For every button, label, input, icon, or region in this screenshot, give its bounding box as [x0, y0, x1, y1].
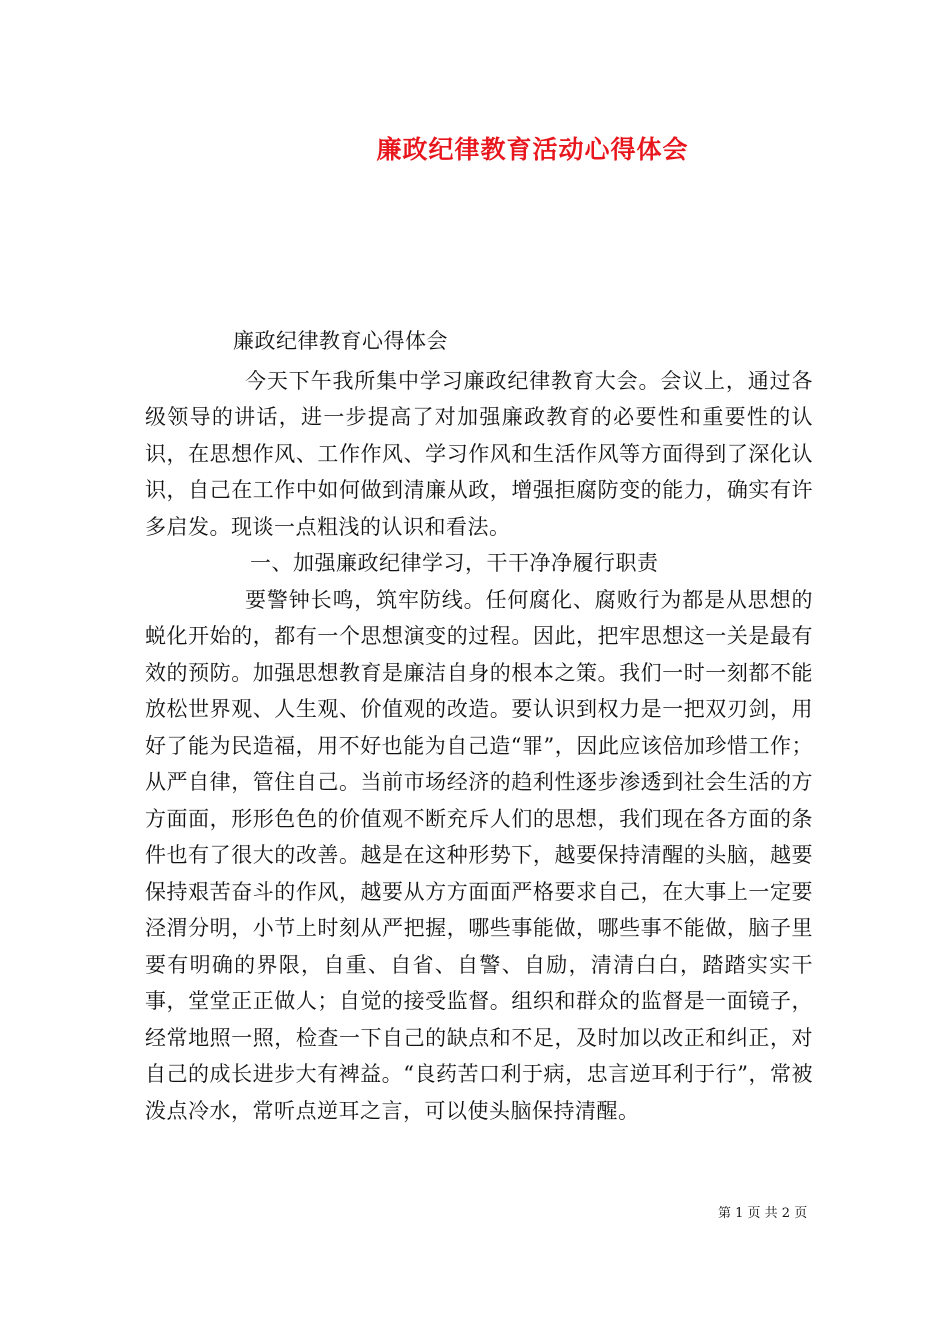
paragraph-section-1: 要警钟长鸣，筑牢防线。任何腐化、腐败行为都是从思想的蜕化开始的，都有一个思想演变的过程。因此，把牢思想这一关是最有效的预防。加强思想教育是廉洁自身的根本之策。我们一时一刻都不能放松世界观、人生观、价值观的改造。要认识到权力是一把双刃剑，用好了能为民造福，用不好也能为自己造“罪”，因此应该倍加珍惜工作；从严自律，管住自己。当前市场经济的趋利性逐步渗透到社会生活的方方面面，形形色色的价值观不断充斥人们的思想，我们现在各方面的条件也有了很大的改善。越是在这种形势下，越要保持清醒的头脑，越要保持艰苦奋斗的作风，越要从方方面面严格要求自己，在大事上一定要泾渭分明，小节上时刻从严把握，哪些事能做，哪些事不能做，脑子里要有明确的界限，自重、自省、自警、自励，清清白白，踏踏实实干事，堂堂正正做人；自觉的接受监督。组织和群众的监督是一面镜子，经常地照一照，检查一下自己的缺点和不足，及时加以改正和纠正，对自己的成长进步大有裨益。“良药苦口利于病，忠言逆耳利于行”，常被泼点冷水，常听点逆耳之言，可以使头脑保持清醒。	[145, 587, 813, 1123]
section-heading-1: 一、加强廉政纪律学习，干干净净履行职责	[250, 551, 659, 575]
document-title: 廉政纪律教育活动心得体会	[376, 135, 689, 164]
page-number-footer: 第 1 页 共 2 页	[718, 1206, 808, 1221]
document-body	[145, 323, 813, 1129]
paragraph-intro: 今天下午我所集中学习廉政纪律教育大会。会议上，通过各级领导的讲话，进一步提高了对加强廉政教育的必要性和重要性的认识，在思想作风、工作作风、学习作风和生活作风等方面得到了深化认识，自己在工作中如何做到清廉从政，增强拒腐防变的能力，确实有许多启发。现谈一点粗浅的认识和看法。	[145, 368, 813, 539]
document-subtitle: 廉政纪律教育心得体会	[233, 329, 448, 353]
